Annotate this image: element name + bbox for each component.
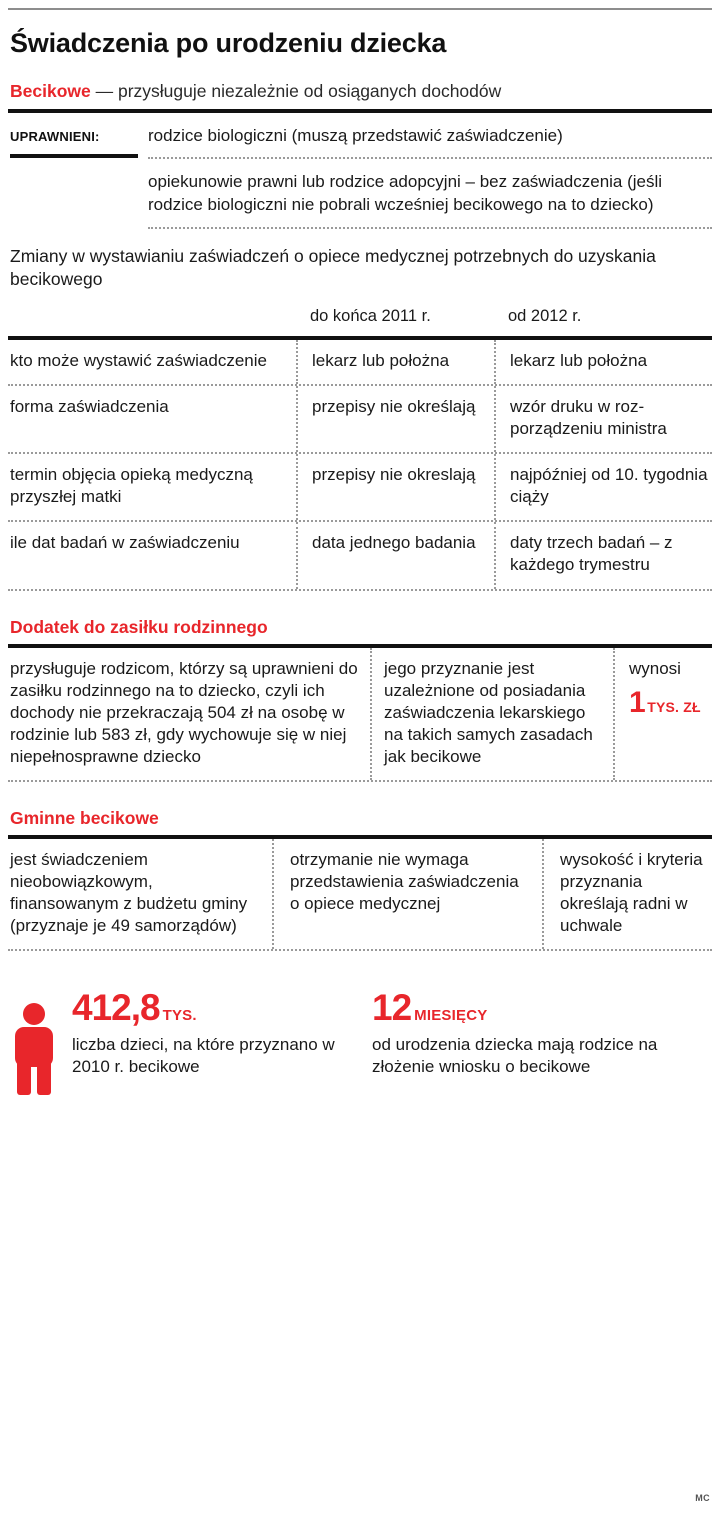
statistic-unit: MIESIĘCY — [414, 1007, 488, 1025]
statistic-value-group — [372, 987, 712, 1029]
person-icon — [10, 1001, 58, 1102]
municipal-row — [8, 839, 712, 949]
statistic-value: 412,8 — [72, 987, 160, 1029]
infographic-page — [0, 8, 720, 1531]
municipal-cell-criteria: wysokość i kryteria przyznania określają radni w uchwale — [542, 839, 712, 949]
municipal-end-divider — [8, 949, 712, 951]
supplement-cell-amount — [613, 648, 712, 780]
supplement-cell-requirements: jego przyznanie jest uzależnione od posiadania zaświadczenia lekarskiego na takich samych zasadach jak becikowe — [370, 648, 613, 780]
statistic-value-group — [72, 987, 372, 1029]
table-row — [8, 522, 712, 588]
changes-cell-before: przepisy nie okreslają — [296, 454, 494, 520]
supplement-heading: Dodatek do zasiłku rodzinnego — [10, 616, 268, 637]
eligibility-row: rodzice biologiczni (muszą przedstawić zaświadczenie) — [148, 125, 563, 145]
supplement-amount-value — [629, 685, 710, 719]
changes-cell-after: najpóźniej od 10. tygodnia ciąży — [494, 454, 712, 520]
intro-divider — [8, 109, 712, 113]
statistic-text-group — [72, 989, 372, 1078]
section-spacer — [8, 782, 712, 808]
changes-cell-after: daty trzech badań – z każdego trymestru — [494, 522, 712, 588]
changes-cell-after: wzór druku w rozporządzeniu ministra — [494, 386, 712, 452]
top-rule — [8, 8, 712, 10]
credit-mark: MC — [695, 1493, 710, 1503]
changes-cell-before: przepisy nie określają — [296, 386, 494, 452]
changes-intro: Zmiany w wystawianiu zaświadczeń o opiece medycznej potrzebnych do uzyskania becikowego — [10, 245, 656, 289]
eligibility-block-end-divider — [148, 227, 712, 229]
supplement-cell-conditions: przysługuje rodzicom, którzy są uprawnieni do zasiłku rodzinnego na to dziecko, czyli ich dochody nie przekraczają 504 zł na osobę w rodzinie lub 583 zł, gdy wychowuje się w niej niepełnosprawne dziecko — [10, 658, 358, 766]
changes-cell-criterion: termin objęcia opieką medyczną przyszłej matki — [10, 465, 253, 507]
statistic-item — [10, 989, 372, 1102]
statistic-value: 12 — [372, 987, 412, 1029]
municipal-cell-requirements: otrzymanie nie wymaga przedstawienia zaświadczenia o opiece medycznej — [272, 839, 542, 949]
changes-header-before: do końca 2011 r. — [310, 306, 431, 325]
eligibility-label-underline — [10, 154, 138, 158]
table-row — [8, 386, 712, 452]
supplement-amount-label: wynosi — [629, 658, 681, 678]
municipal-cell-nature: jest świadczeniem nieobowiązkowym, finansowanym z budżetu gminy (przyznaje je 49 samorządów) — [10, 850, 248, 936]
eligibility-row: opiekunowie prawni lub rodzice adopcyjni – bez zaświadczenia (jeśli rodzice biologiczni nie pobrali wcześniej becikowego na to dziecko) — [148, 172, 663, 215]
changes-cell-criterion: ile dat badań w zaświadczeniu — [10, 533, 240, 553]
changes-cell-before: data jednego badania — [296, 522, 494, 588]
statistic-unit: TYS. — [162, 1007, 197, 1025]
eligibility-rows — [148, 125, 712, 229]
statistics-block — [8, 989, 712, 1102]
page-title: Świadczenia po urodzeniu dziecka — [10, 28, 447, 58]
eligibility-label: UPRAWNIENI: — [10, 128, 100, 144]
changes-header-criterion — [8, 305, 296, 330]
eligibility-block — [8, 125, 712, 229]
changes-cell-criterion: forma zaświadczenia — [10, 396, 169, 416]
supplement-amount-number: 1 — [629, 685, 646, 719]
changes-cell-after: lekarz lub położna — [494, 340, 712, 384]
municipal-heading: Gminne becikowe — [10, 808, 159, 829]
table-row — [8, 340, 712, 384]
section-spacer — [8, 591, 712, 617]
statistic-description: od urodzenia dziecka mają rodzice na złożenie wniosku o becikowe — [372, 1035, 658, 1077]
table-row — [8, 454, 712, 520]
changes-cell-criterion: kto może wystawić zaświadczenie — [10, 350, 267, 370]
supplement-amount-unit: TYS. ZŁ — [647, 698, 701, 715]
statistic-description: liczba dzieci, na które przyznano w 2010 r. becikowe — [72, 1035, 335, 1077]
intro-rest-text: — przysługuje niezależnie od osiąganych dochodów — [90, 81, 502, 101]
changes-cell-before: lekarz lub położna — [296, 340, 494, 384]
eligibility-label-column — [8, 125, 148, 158]
intro-line — [10, 81, 712, 103]
supplement-row — [8, 648, 712, 780]
changes-table-header — [8, 305, 712, 330]
intro-accent-label: Becikowe — [10, 81, 91, 101]
statistic-item — [372, 989, 712, 1102]
changes-header-after: od 2012 r. — [508, 306, 582, 325]
changes-table — [8, 305, 712, 591]
